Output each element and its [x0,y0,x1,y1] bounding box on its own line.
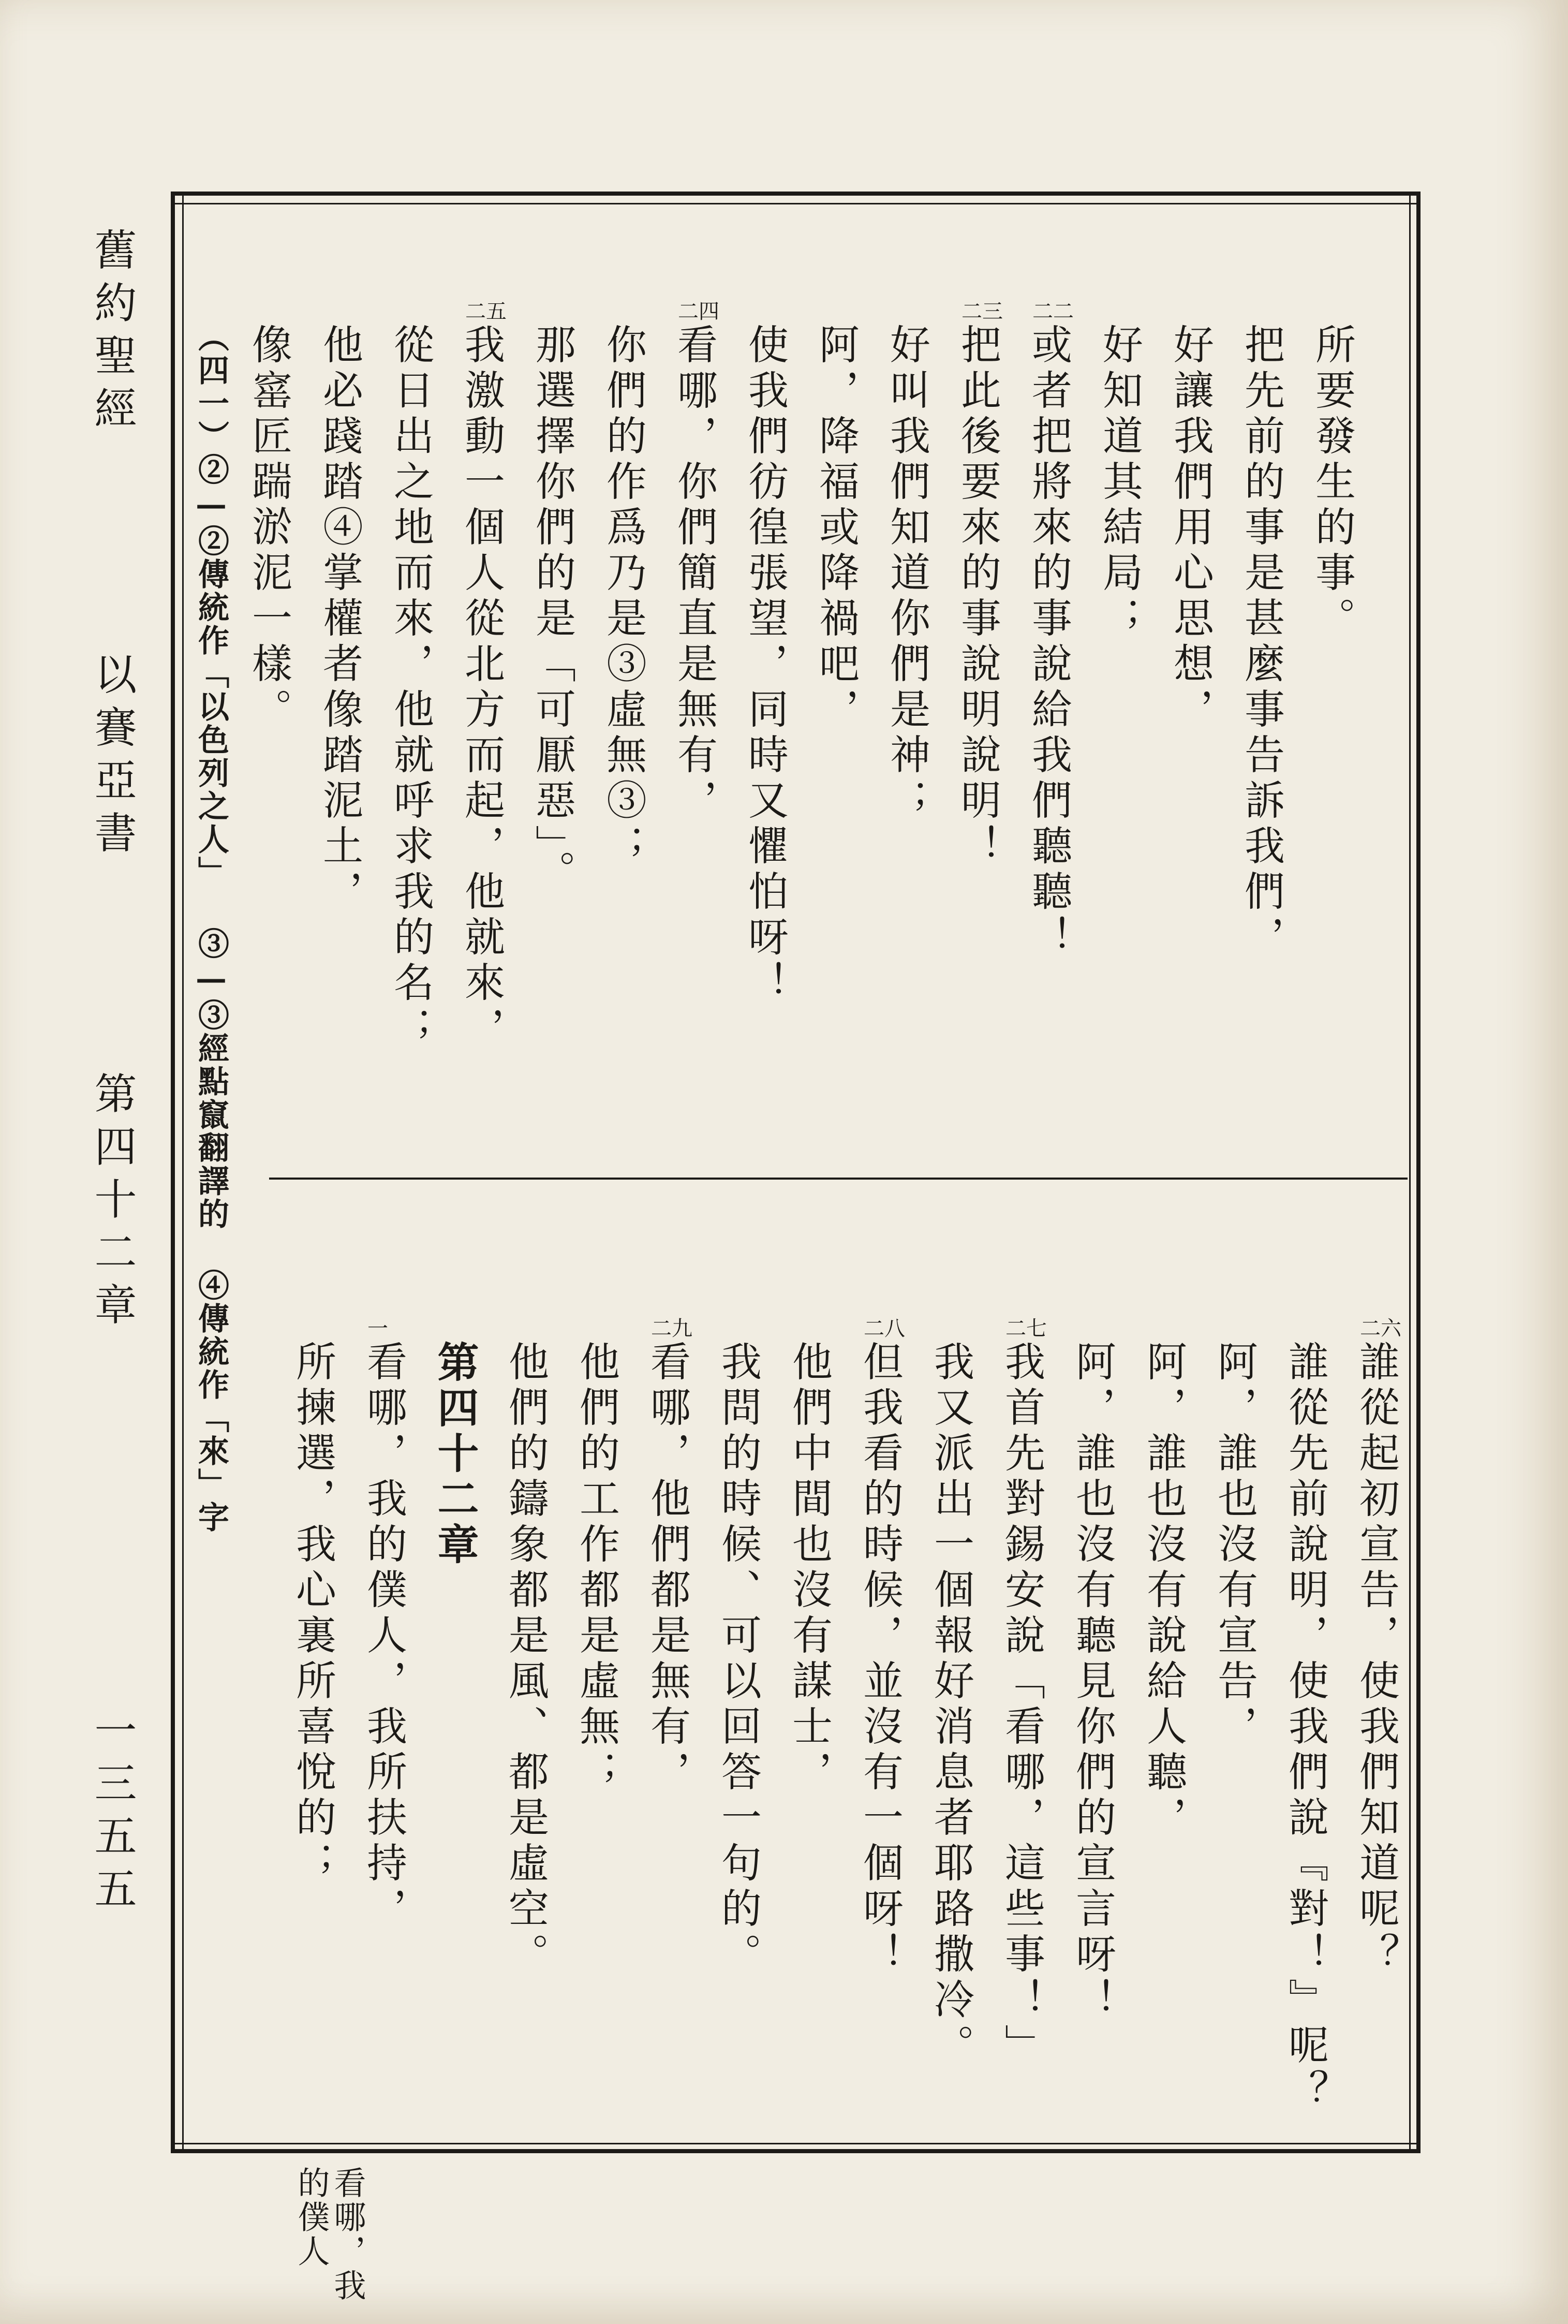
verse-line: 看哪，他們都是無有， [644,1341,690,1796]
verse-line: 使我們彷徨張望，同時又懼怕呀！ [742,323,788,1007]
verse-line: 他必踐踏④掌權者像踏泥土， [316,323,363,916]
verse-line: 你們的作爲乃是③虛無③； [600,323,646,870]
verse-line: 把先前的事是甚麼事告訴我們， [1238,323,1284,961]
frame-rule-left [182,192,184,2153]
verse-line: 那選擇你們的是「可厭惡」。 [529,323,575,895]
frame-rule-bottom [171,2143,1421,2144]
verse-line: 好叫我們知道你們是神； [883,323,930,825]
verse-line: 我激動一個人從北方而起，他就來， [458,323,505,1052]
verse-number: 二九 [651,1317,692,1341]
verse-number: 二七 [1005,1317,1047,1341]
verse-line: 所揀選，我心裏所喜悅的； [289,1341,336,1887]
verse-line: 阿，誰也沒有聽見你們的宣言呀！ [1069,1341,1116,2024]
verse-line: 誰從先前說明，使我們說『對！』呢？ [1282,1341,1328,2115]
verse-line: 好知道其結局； [1096,323,1143,642]
header-book-title: 舊約聖經 [87,228,137,439]
verse-number: 二二 [1032,300,1074,323]
verse-number: 二四 [678,300,719,323]
block-divider [269,1178,1408,1180]
verse-line: 從日出之地而來，他就呼求我的名； [387,323,434,1052]
verse-number: 二三 [961,300,1003,323]
verse-line: 他們的鑄象都是風、都是虛空。 [502,1341,549,1978]
verse-number: 二六 [1360,1317,1401,1341]
verse-line: 誰從起初宣告，使我們知道呢？ [1353,1341,1399,1978]
verse-line: 像窰匠踹淤泥一樣。 [245,323,292,733]
verse-line: 看哪，我的僕人，我所扶持， [360,1341,407,1933]
header-chapter: 第四十二章 [87,1071,137,1335]
verse-line: 看哪，你們簡直是無有， [671,323,717,825]
verse-line: 好讓我們用心思想， [1167,323,1214,733]
verse-line: 我問的時候、可以回答一句的。 [715,1341,761,1978]
frame-rule-right [1409,192,1411,2153]
catchword-line-2: 的僕人 [292,2166,330,2269]
verse-line: 他們中間也沒有謀士， [786,1341,832,1796]
verse-line: 或者把將來的事說給我們聽聽！ [1025,323,1072,961]
verse-line: 阿，降福或降禍吧， [812,323,859,733]
footnote: （四一）②—②傳統作「以色列之人」 ③—③經點竄翻譯的 ④傳統作「來」字 [193,321,229,1534]
verse-line: 我首先對錫安說「看哪，這些事！」 [998,1341,1045,2069]
verse-line: 我又派出一個報好消息者耶路撒冷。 [927,1341,974,2069]
verse-number: 二五 [465,300,507,323]
verse-number: 二八 [864,1317,905,1341]
verse-line: 他們的工作都是虛無； [573,1341,619,1796]
verse-number: 一 [367,1317,388,1341]
verse-line: 阿，誰也沒有宣告， [1211,1341,1258,1751]
header-book-name: 以賽亞書 [87,652,137,863]
catchword-line-1: 看哪，我 [329,2166,366,2303]
verse-line: 把此後要來的事說明說明！ [954,323,1001,870]
page-number: 一三五五 [87,1708,137,1919]
verse-line: 所要發生的事。 [1309,323,1355,642]
frame-rule-top [171,203,1421,204]
verse-line: 但我看的時候，並沒有一個呀！ [856,1341,903,1978]
verse-line: 阿，誰也沒有說給人聽， [1140,1341,1187,1842]
chapter-heading: 第四十二章 [431,1341,479,1568]
